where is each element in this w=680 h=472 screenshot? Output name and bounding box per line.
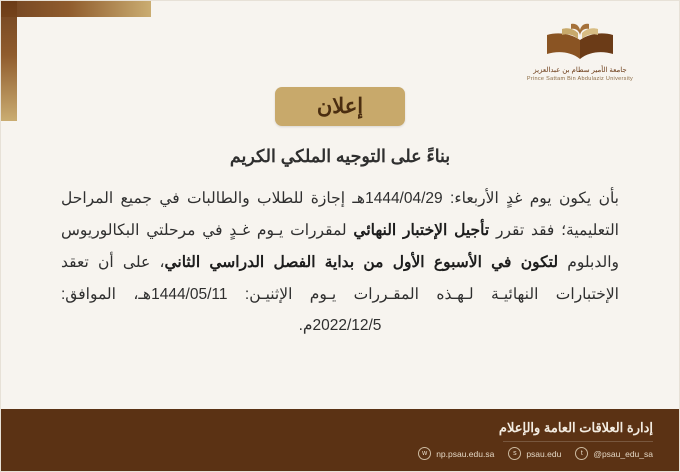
social-handle-snapchat: psau.edu bbox=[526, 448, 562, 459]
logo-arabic-name: جامعة الأمير سطام بن عبدالعزيز bbox=[533, 67, 627, 74]
university-logo bbox=[505, 21, 655, 83]
poster-footer bbox=[1, 409, 679, 471]
announcement-badge-row bbox=[1, 87, 679, 126]
logo-english-name: Prince Sattam Bin Abdulaziz University bbox=[526, 75, 634, 82]
footer-divider bbox=[503, 441, 653, 442]
snapchat-icon: s bbox=[508, 447, 521, 460]
announcement-paragraph bbox=[61, 183, 619, 342]
paragraph-part-3: لمقررات يـوم غـدٍ في مرحلتي البكالوريوس والدبلوم bbox=[61, 222, 619, 271]
social-link-snapchat[interactable] bbox=[508, 447, 561, 460]
social-link-website[interactable] bbox=[418, 447, 494, 460]
paragraph-part-4-emphasis: لتكون في الأسبوع الأول من بداية الفصل الدراسي الثاني bbox=[164, 253, 559, 271]
globe-icon: w bbox=[418, 447, 431, 460]
social-handle-twitter: @psau_edu_sa bbox=[593, 448, 653, 459]
announcement-badge: إعلان bbox=[275, 87, 405, 126]
paragraph-part-1: بأن يكون يوم غدٍ الأربعاء: 1444/04/29هـ إجازة للطلاب والطالبات في جميع المراحل التعليمية؛ فقد تقرر bbox=[61, 190, 619, 240]
social-handle-website: np.psau.edu.sa bbox=[436, 448, 495, 459]
paragraph-part-5: ، على أن تعقد الإختبارات النهائيـة لـهـذه المقـررات يـوم الإثنيـن: 1444/05/11هـ، الموافق: 2022/12/5م. bbox=[61, 253, 619, 335]
footer-department-title: إدارة العلاقات العامة والإعلام bbox=[498, 420, 653, 435]
footer-social-links bbox=[418, 447, 653, 460]
open-book-logo-icon bbox=[537, 21, 623, 63]
decorative-corner-band-horizontal bbox=[1, 1, 151, 17]
announcement-lead: بناءً على التوجيه الملكي الكريم bbox=[229, 146, 451, 166]
social-link-twitter[interactable] bbox=[575, 447, 653, 460]
announcement-body bbox=[61, 143, 619, 342]
twitter-icon: t bbox=[575, 447, 588, 460]
paragraph-part-2-emphasis: تأجيل الإختبار النهائي bbox=[353, 222, 490, 240]
